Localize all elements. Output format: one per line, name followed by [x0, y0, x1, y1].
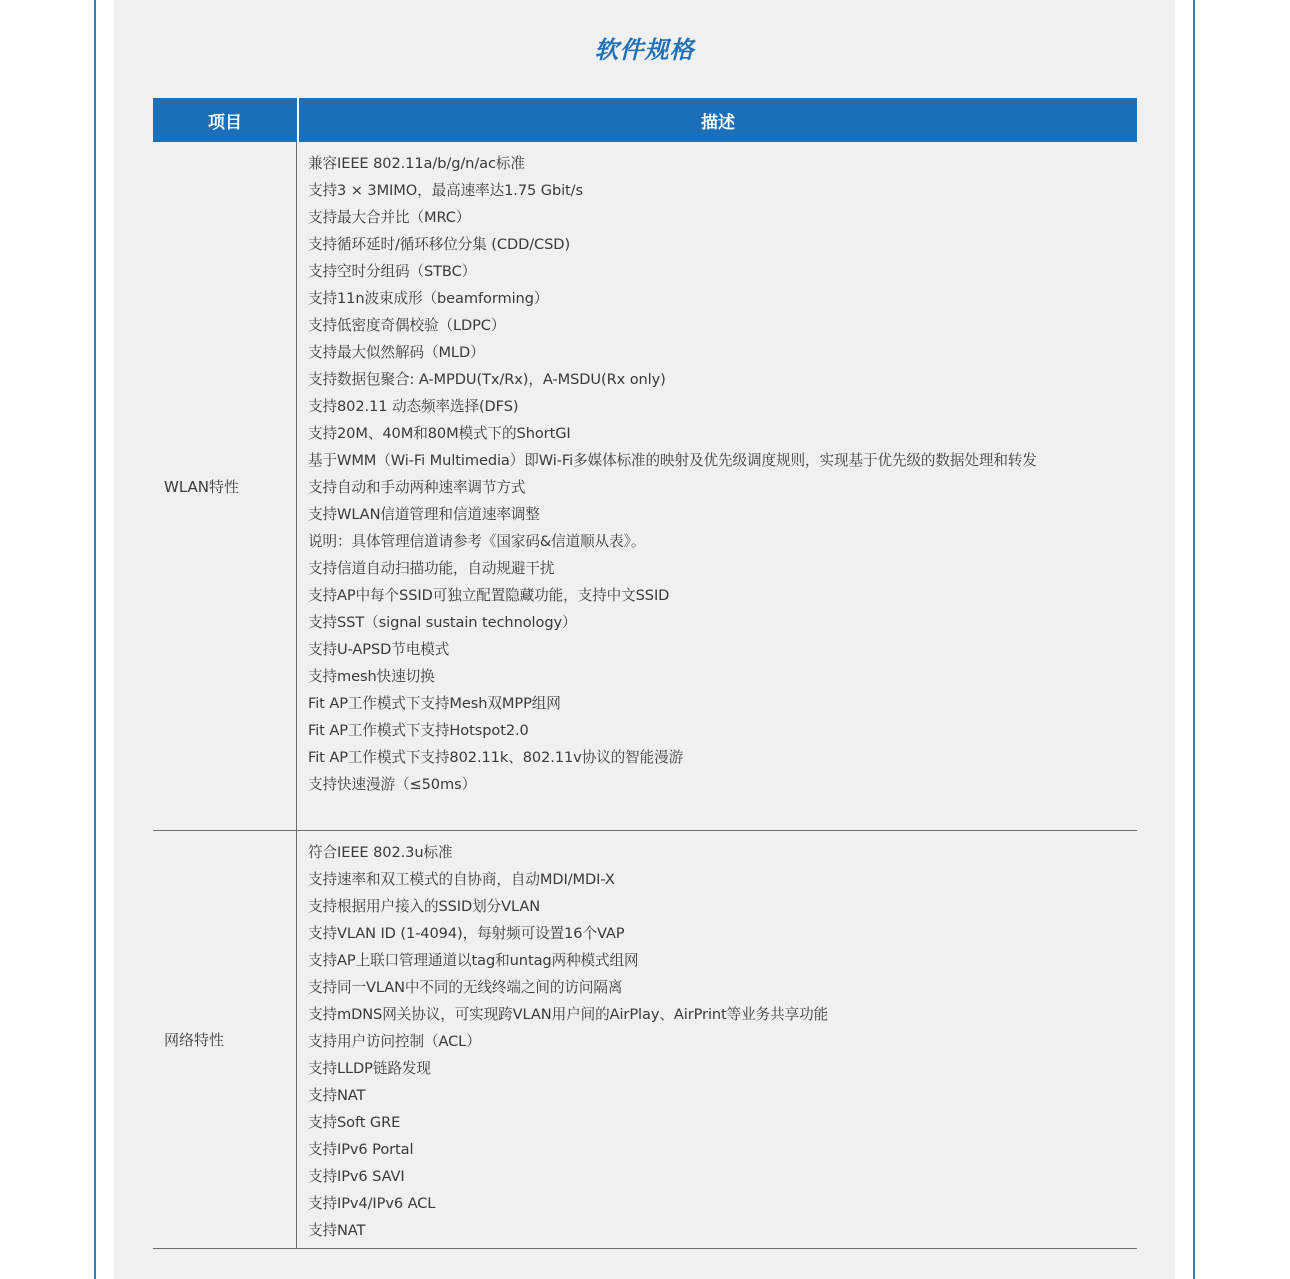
description-line: 支持根据用户接入的SSID划分VLAN [308, 898, 541, 915]
description-line: 支持IPv6 Portal [308, 1141, 414, 1158]
description-line: 兼容IEEE 802.11a/b/g/n/ac标准 [308, 155, 525, 172]
table-row [153, 831, 1137, 1249]
header-description: 描述 [701, 112, 735, 133]
description-line: 支持U-APSD节电模式 [308, 641, 450, 658]
description-line: 支持NAT [308, 1087, 366, 1104]
description-line: 支持802.11 动态频率选择(DFS) [308, 398, 519, 415]
description-line: 支持低密度奇偶校验（LDPC） [308, 317, 506, 334]
description-line: 支持LLDP链路发现 [308, 1060, 431, 1077]
description-line: 支持速率和双工模式的自协商，自动MDI/MDI-X [308, 871, 615, 888]
description-line: 符合IEEE 802.3u标准 [308, 844, 453, 861]
description-line: 支持空时分组码（STBC） [308, 263, 477, 280]
description-line: 支持IPv6 SAVI [308, 1168, 405, 1185]
row-description [297, 831, 1137, 1248]
description-line: 支持自动和手动两种速率调节方式 [308, 479, 526, 496]
description-line: 支持同一VLAN中不同的无线终端之间的访问隔离 [308, 979, 623, 996]
description-line: 支持NAT [308, 1222, 366, 1239]
spec-table [153, 98, 1137, 1249]
description-line: 支持AP中每个SSID可独立配置隐藏功能，支持中文SSID [308, 587, 670, 604]
description-line: 支持AP上联口管理通道以tag和untag两种模式组网 [308, 952, 639, 969]
description-line: 支持SST（signal sustain technology） [308, 614, 577, 631]
document-page [114, 0, 1175, 1279]
description-line: 支持最大合并比（MRC） [308, 209, 471, 226]
right-border-line [1193, 0, 1195, 1279]
description-line: 支持循环延时/循环移位分集 (CDD/CSD) [308, 236, 571, 253]
description-line: Fit AP工作模式下支持Mesh双MPP组网 [308, 695, 561, 712]
table-header-row [153, 98, 1137, 142]
header-item: 项目 [153, 98, 299, 142]
description-line: 支持VLAN ID (1-4094)，每射频可设置16个VAP [308, 925, 625, 942]
description-line: 支持WLAN信道管理和信道速率调整 [308, 506, 540, 523]
row-item-network: 网络特性 [153, 831, 297, 1248]
page-title: 软件规格 [594, 36, 695, 64]
description-line: 说明：具体管理信道请参考《国家码&信道顺从表》。 [308, 533, 646, 550]
description-line: 支持最大似然解码（MLD） [308, 344, 485, 361]
description-line: 支持信道自动扫描功能，自动规避干扰 [308, 560, 555, 577]
description-line: 支持mDNS网关协议，可实现跨VLAN用户间的AirPlay、AirPrint等业务共享功能 [308, 1006, 829, 1023]
description-line: 支持Soft GRE [308, 1114, 401, 1131]
description-line: 支持用户访问控制（ACL） [308, 1033, 481, 1050]
description-line: 支持IPv4/IPv6 ACL [308, 1195, 436, 1212]
description-line: 支持快速漫游（≤50ms） [308, 776, 477, 793]
description-line: 基于WMM（Wi-Fi Multimedia）即Wi-Fi多媒体标准的映射及优先级调度规则，实现基于优先级的数据处理和转发 [308, 452, 1037, 469]
table-row [153, 142, 1137, 831]
description-line: 支持20M、40M和80M模式下的ShortGI [308, 425, 571, 442]
description-line: Fit AP工作模式下支持Hotspot2.0 [308, 722, 529, 739]
description-line: 支持11n波束成形（beamforming） [308, 290, 549, 307]
row-item-wlan: WLAN特性 [153, 142, 297, 830]
description-line: 支持3 × 3MIMO，最高速率达1.75 Gbit/s [308, 182, 584, 199]
description-line: 支持数据包聚合: A-MPDU(Tx/Rx)，A-MSDU(Rx only) [308, 371, 666, 388]
description-line: Fit AP工作模式下支持802.11k、802.11v协议的智能漫游 [308, 749, 684, 766]
description-line: 支持mesh快速切换 [308, 668, 435, 685]
left-border-line [94, 0, 96, 1279]
row-description [297, 142, 1137, 830]
